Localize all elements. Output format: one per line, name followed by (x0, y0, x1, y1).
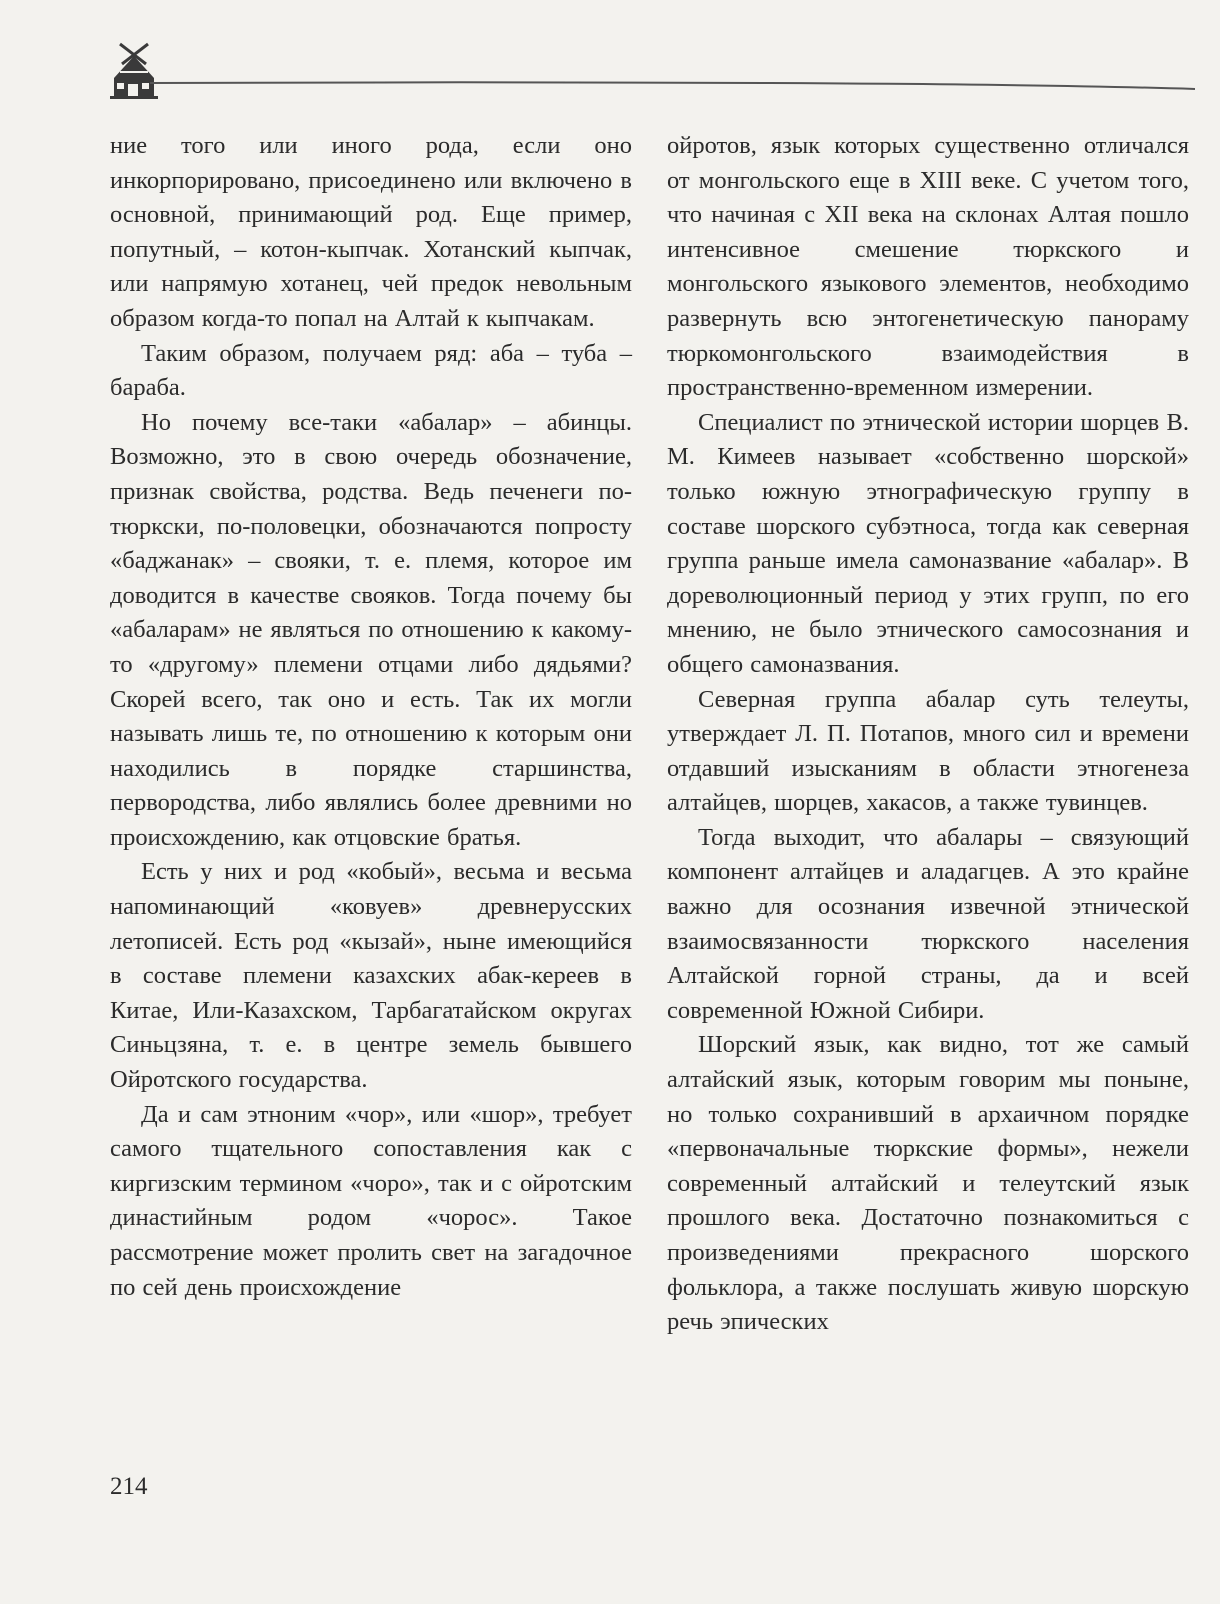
left-paragraph-2: Таким образом, получаем ряд: аба – туба – бараба. (110, 339, 632, 402)
right-paragraph-5: Шорский язык, как видно, тот же самый алтайский язык, которым говорим мы поныне, но только сохранивший в архаичном порядке «первоначальные тюркские формы», нежели современный алтайский и телеутский язык прошлого века. Достаточно познакомиться с произведениями прекрасного шорского фольклора, а также послушать живую шорскую речь эпических (667, 1031, 1189, 1336)
left-paragraph-4: Есть у них и род «кобый», весьма и весьма напоминающий «ковуев» древнерусских летописей. Есть род «кызай», ныне имеющийся в составе племени казахских абак-кереев в Китае, Или-Казахском, Тарбагатайском округах Синьцзяна, т. е. в центре земель бывшего Ойротского государства. (110, 858, 632, 1094)
left-column (110, 129, 632, 1305)
page-number: 214 (110, 1473, 148, 1500)
right-paragraph-1: ойротов, язык которых существенно отличался от монгольского еще в XIII веке. С учетом того, что начиная с XII века на склонах Алтая пошло интенсивное смешение тюркского и монгольского языкового элементов, необходимо развернуть всю энтогенетическую панораму тюркомонгольского взаимодействия в пространственно-временном измерении. (667, 132, 1189, 402)
left-paragraph-1: ние того или иного рода, если оно инкорпорировано, присоединено или включено в основной, принимающий род. Еще пример, попутный, – котон-кыпчак. Хотанский кыпчак, или напрямую хотанец, чей предок невольным образом когда-то попал на Алтай к кыпчакам. (110, 132, 632, 332)
right-paragraph-2: Специалист по этнической истории шорцев В. М. Кимеев называет «собственно шорской» только южную этнографическую группу в составе шорского субэтноса, тогда как северная группа раньше имела самоназвание «абалар». В дореволюционный период у этих групп, по его мнению, не было этнического самосознания и общего самоназвания. (667, 408, 1189, 678)
left-paragraph-5: Да и сам этноним «чор», или «шор», требует самого тщательного сопоставления как с киргизским термином «чоро», так и с ойротским династийным родом «чорос». Такое рассмотрение может пролить свет на загадочное по сей день происхождение (110, 1100, 632, 1301)
left-paragraph-3: Но почему все-таки «абалар» – абинцы. Возможно, это в свою очередь обозначение, признак свойства, родства. Ведь печенеги по-тюркски, по-половецки, обозначаются попросту «баджанак» – свояки, т. е. племя, которое им доводится в качестве свояков. Тогда почему бы «абаларам» не являться по отношению к какому-то «другому» племени отцами либо дядьями? Скорей всего, так оно и есть. Так их могли называть лишь те, по отношению к которым они находились в порядке старшинства, первородства, либо являлись более древними но происхождению, как отцовские братья. (110, 408, 632, 851)
header-rule (150, 80, 1195, 98)
right-paragraph-3: Северная группа абалар суть телеуты, утверждает Л. П. Потапов, много сил и времени отдавший изысканиям в области этногенеза алтайцев, шорцев, хакасов, а также тувинцев. (667, 685, 1189, 817)
right-column (667, 129, 1189, 1340)
right-paragraph-4: Тогда выходит, что абалары – связующий компонент алтайцев и аладагцев. А это крайне важно для осознания извечной этнической взаимосвязанности тюркского населения Алтайской горной страны, да и всей современной Южной Сибири. (667, 823, 1189, 1024)
